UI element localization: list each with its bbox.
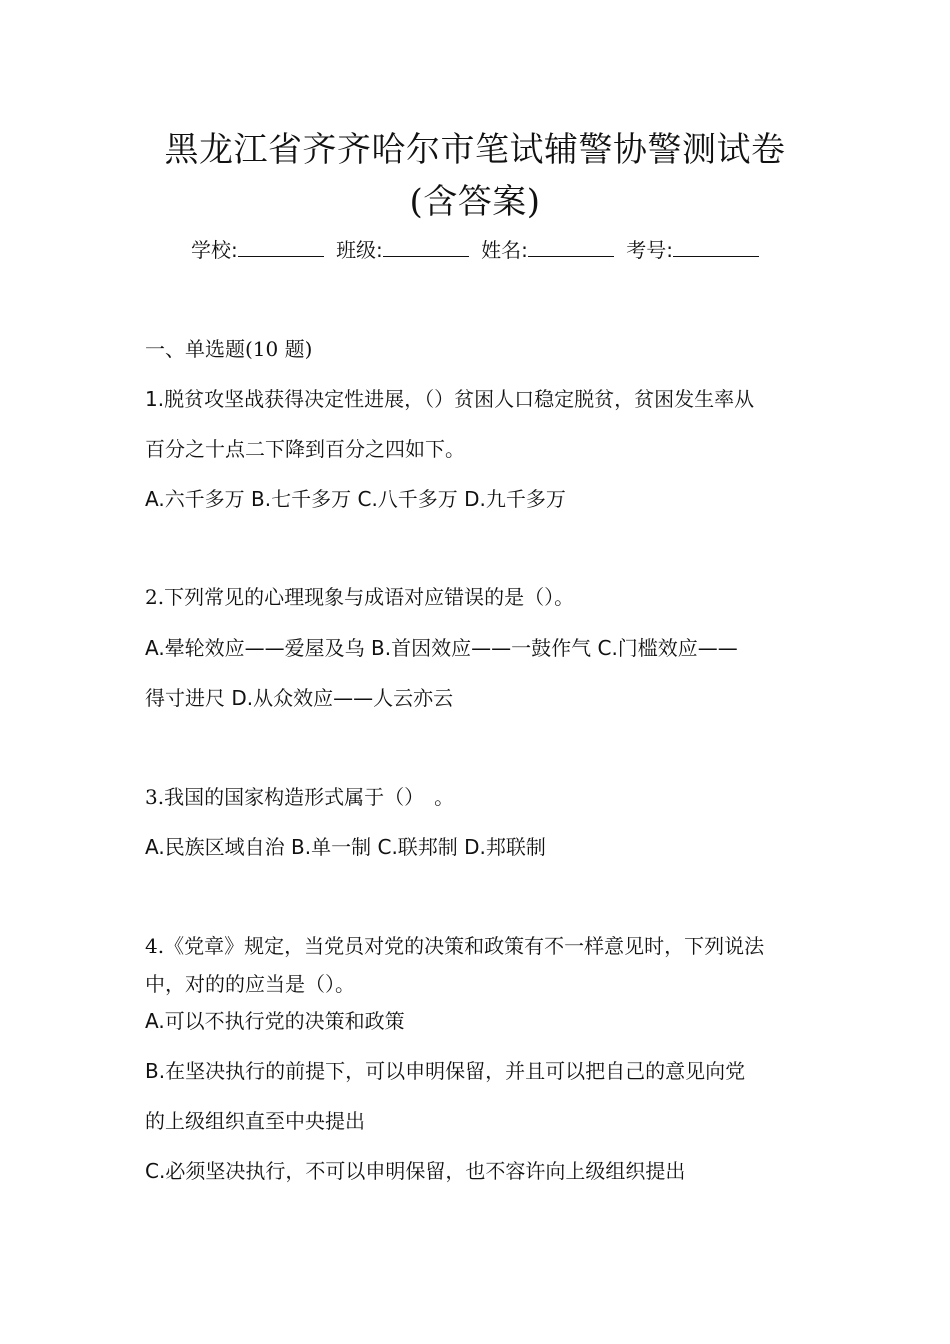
question-2-options-line2: 得寸进尺 D.从众效应——人云亦云 xyxy=(145,686,454,710)
document-title-line2: (含答案) xyxy=(409,182,541,222)
question-1-text-line2: 百分之十点二下降到百分之四如下。 xyxy=(145,437,465,461)
document-title-line1: 黑龙江省齐齐哈尔市笔试辅警协警测试卷 xyxy=(164,130,786,170)
question-3-text: 3.我国的国家构造形式属于（） 。 xyxy=(145,785,455,809)
question-4-text-line1: 4.《党章》规定，当党员对党的决策和政策有不一样意见时，下列说法 xyxy=(145,934,765,958)
question-1-options: A.六千多万 B.七千多万 C.八千多万 D.九千多万 xyxy=(145,487,566,511)
student-info-row xyxy=(0,234,950,266)
question-4-option-c: C.必须坚决执行，不可以申明保留，也不容许向上级组织提出 xyxy=(145,1159,686,1183)
exam-no-field xyxy=(626,234,759,266)
question-4-option-b-line2: 的上级组织直至中央提出 xyxy=(145,1109,365,1133)
name-label: 姓名: xyxy=(481,238,528,262)
question-4-option-b-line1: B.在坚决执行的前提下，可以申明保留，并且可以把自己的意见向党 xyxy=(145,1059,746,1083)
question-1-text-line1: 1.脱贫攻坚战获得决定性进展，（）贫困人口稳定脱贫，贫困发生率从 xyxy=(145,387,755,411)
name-field xyxy=(481,234,614,266)
question-4-text-line2: 中，对的的应当是（）。 xyxy=(145,972,355,996)
question-2-text: 2.下列常见的心理现象与成语对应错误的是（）。 xyxy=(145,585,575,609)
section-heading: 一、单选题(10 题) xyxy=(145,337,313,361)
exam-no-label: 考号: xyxy=(626,238,674,262)
name-blank xyxy=(528,236,614,257)
question-4-option-a: A.可以不执行党的决策和政策 xyxy=(145,1009,405,1033)
question-2-options-line1: A.晕轮效应——爱屋及乌 B.首因效应——一鼓作气 C.门槛效应—— xyxy=(145,636,738,660)
school-blank xyxy=(238,236,324,257)
question-3-options: A.民族区域自治 B.单一制 C.联邦制 D.邦联制 xyxy=(145,835,546,859)
school-label: 学校: xyxy=(190,238,238,262)
class-field xyxy=(336,234,469,266)
class-blank xyxy=(383,236,469,257)
class-label: 班级: xyxy=(336,238,383,262)
exam-no-blank xyxy=(673,236,759,257)
school-field xyxy=(191,234,324,266)
